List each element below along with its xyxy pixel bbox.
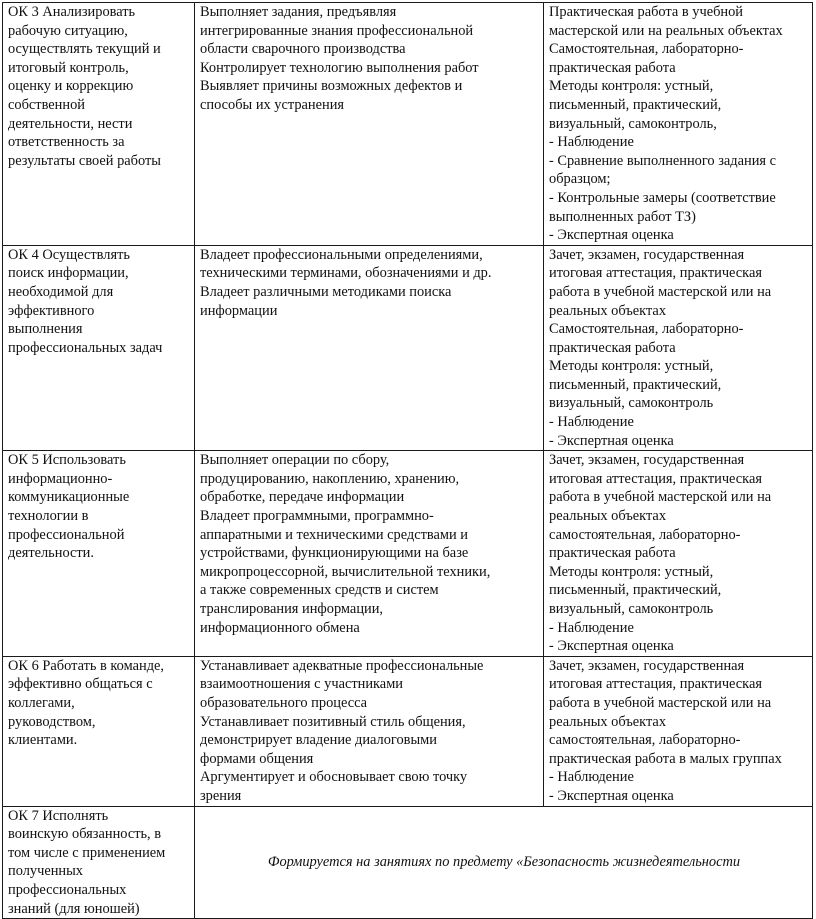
text-line: Выполняет операции по сбору, <box>200 452 390 469</box>
text-line: визуальный, самоконтроль <box>549 395 714 412</box>
text-line: самостоятельная, лабораторно- <box>549 526 741 543</box>
table-row <box>3 451 813 657</box>
text-line: практическая работа в малых группах <box>549 750 782 767</box>
text-line: области сварочного производства <box>200 41 406 58</box>
assessment-cell <box>544 656 813 806</box>
text-line: эффективного <box>8 302 95 319</box>
competence-cell <box>3 806 195 919</box>
text-line: работа в учебной мастерской или на <box>549 283 772 300</box>
text-line: визуальный, самоконтроль, <box>549 115 717 132</box>
text-line: итоговая аттестация, практическая <box>549 265 762 282</box>
text-line: клиентами. <box>8 732 78 749</box>
text-line: письменный, практический, <box>549 582 722 599</box>
text-line: Владеет профессиональными определениями, <box>200 246 483 263</box>
text-line: реальных объектах <box>549 302 667 319</box>
text-line: - Наблюдение <box>549 769 634 786</box>
text-line: Контролирует технологию выполнения работ <box>200 59 479 76</box>
text-line: Устанавливает адекватные профессиональные <box>200 657 484 674</box>
merged-note-cell <box>195 806 813 919</box>
table-row <box>3 245 813 451</box>
indicators-cell <box>195 451 544 657</box>
text-line: Устанавливает позитивный стиль общения, <box>200 713 466 730</box>
text-line: деятельности. <box>8 545 94 562</box>
text-line: информации <box>200 302 278 319</box>
text-line: Методы контроля: устный, <box>549 563 714 580</box>
text-line: деятельности, нести <box>8 115 133 132</box>
text-line: Методы контроля: устный, <box>549 358 714 375</box>
text-line: оценку и коррекцию <box>8 78 134 95</box>
table-row <box>3 656 813 806</box>
text-line: поиск информации, <box>8 265 129 282</box>
text-line: коллегами, <box>8 694 75 711</box>
text-line: выполненных работ ТЗ) <box>549 208 696 225</box>
text-line: ОК 6 Работать в команде, <box>8 657 165 674</box>
text-line: выполнения <box>8 321 83 338</box>
indicators-cell <box>195 656 544 806</box>
text-line: визуальный, самоконтроль <box>549 601 714 617</box>
text-line: письменный, практический, <box>549 376 722 393</box>
text-line: профессиональных задач <box>8 339 163 356</box>
text-line: ответственность за <box>8 134 125 151</box>
text-line: способы их устранения <box>200 96 345 113</box>
text-line: аппаратными и техническими средствами и <box>200 526 468 543</box>
text-line: Выполняет задания, предъявляя <box>200 4 397 20</box>
text-line: эффективно общаться с <box>8 676 153 693</box>
text-line: обработке, передаче информации <box>200 489 405 506</box>
text-line: коммуникационные <box>8 489 130 506</box>
text-line: письменный, практический, <box>549 96 722 113</box>
text-line: мастерской или на реальных объектах <box>549 22 783 39</box>
text-line: полученных <box>8 863 83 880</box>
text-line: ОК 7 Исполнять <box>8 807 109 824</box>
text-line: Самостоятельная, лабораторно- <box>549 321 744 338</box>
text-line: самостоятельная, лабораторно- <box>549 732 741 749</box>
text-line: ОК 4 Осуществлять <box>8 246 130 263</box>
text-line: практическая работа <box>549 339 676 356</box>
text-line: Самостоятельная, лабораторно- <box>549 41 744 58</box>
text-line: практическая работа <box>549 59 676 76</box>
text-line: Владеет различными методиками поиска <box>200 283 452 300</box>
text-line: информационно- <box>8 470 113 487</box>
text-line: - Наблюдение <box>549 134 634 151</box>
text-line: воинскую обязанность, в <box>8 826 162 843</box>
text-line: практическая работа <box>549 545 676 562</box>
competence-assessment-table <box>2 2 813 919</box>
merged-note: Формируется на занятиях по предмету «Безопасность жизнедеятельности <box>267 854 741 871</box>
text-line: - Экспертная оценка <box>549 638 674 655</box>
text-line: образовательного процесса <box>200 694 368 711</box>
text-line: микропроцессорной, вычислительной техники, <box>200 563 491 580</box>
text-line: Аргументирует и обосновывает свою точку <box>200 769 468 786</box>
text-line: продуцированию, накоплению, хранению, <box>200 470 460 487</box>
text-line: транслирования информации, <box>200 601 384 617</box>
text-line: Владеет программными, программно- <box>200 508 434 525</box>
text-line: ОК 5 Использовать <box>8 452 126 469</box>
text-line: ОК 3 Анализировать <box>8 4 136 20</box>
text-line: формами общения <box>200 750 314 767</box>
text-line: Зачет, экзамен, государственная <box>549 246 745 263</box>
text-line: а также современных средств и систем <box>200 582 439 599</box>
text-line: Методы контроля: устный, <box>549 78 714 95</box>
text-line: Практическая работа в учебной <box>549 4 744 20</box>
table-row <box>3 3 813 246</box>
text-line: - Наблюдение <box>549 414 634 431</box>
text-line: том числе с применением <box>8 844 166 861</box>
text-line: осуществлять текущий и <box>8 41 161 58</box>
text-line: образцом; <box>549 171 611 188</box>
text-line: профессиональных <box>8 881 127 898</box>
text-line: информационного обмена <box>200 619 360 636</box>
text-line: знаний (для юношей) <box>8 900 140 917</box>
assessment-cell <box>544 451 813 657</box>
competence-cell <box>3 656 195 806</box>
text-line: - Наблюдение <box>549 619 634 636</box>
text-line: - Экспертная оценка <box>549 787 674 804</box>
text-line: работа в учебной мастерской или на <box>549 694 772 711</box>
text-line: устройствами, функционирующими на базе <box>200 545 469 562</box>
text-line: - Экспертная оценка <box>549 432 674 449</box>
text-line: реальных объектах <box>549 713 667 730</box>
text-line: взаимоотношения с участниками <box>200 676 404 693</box>
assessment-cell <box>544 245 813 451</box>
indicators-cell <box>195 3 544 246</box>
text-line: Зачет, экзамен, государственная <box>549 657 745 674</box>
text-line: итоговая аттестация, практическая <box>549 676 762 693</box>
text-line: рабочую ситуацию, <box>8 22 128 39</box>
text-line: технологии в <box>8 508 89 525</box>
table-row <box>3 806 813 919</box>
text-line: зрения <box>200 787 242 804</box>
text-line: необходимой для <box>8 283 114 300</box>
text-line: реальных объектах <box>549 508 667 525</box>
assessment-cell <box>544 3 813 246</box>
text-line: итоговый контроль, <box>8 59 129 76</box>
text-line: - Экспертная оценка <box>549 227 674 244</box>
competence-cell <box>3 3 195 246</box>
text-line: интегрированные знания профессиональной <box>200 22 474 39</box>
text-line: профессиональной <box>8 526 125 543</box>
text-line: руководством, <box>8 713 96 730</box>
text-line: - Сравнение выполненного задания с <box>549 152 777 169</box>
text-line: Выявляет причины возможных дефектов и <box>200 78 463 95</box>
text-line: демонстрирует владение диалоговыми <box>200 732 437 749</box>
text-line: собственной <box>8 96 85 113</box>
text-line: итоговая аттестация, практическая <box>549 470 762 487</box>
text-line: результаты своей работы <box>8 152 161 169</box>
text-line: Зачет, экзамен, государственная <box>549 452 745 469</box>
text-line: техническими терминами, обозначениями и др. <box>200 265 492 282</box>
text-line: - Контрольные замеры (соответствие <box>549 189 776 206</box>
competence-cell <box>3 451 195 657</box>
indicators-cell <box>195 245 544 451</box>
text-line: работа в учебной мастерской или на <box>549 489 772 506</box>
competence-cell <box>3 245 195 451</box>
